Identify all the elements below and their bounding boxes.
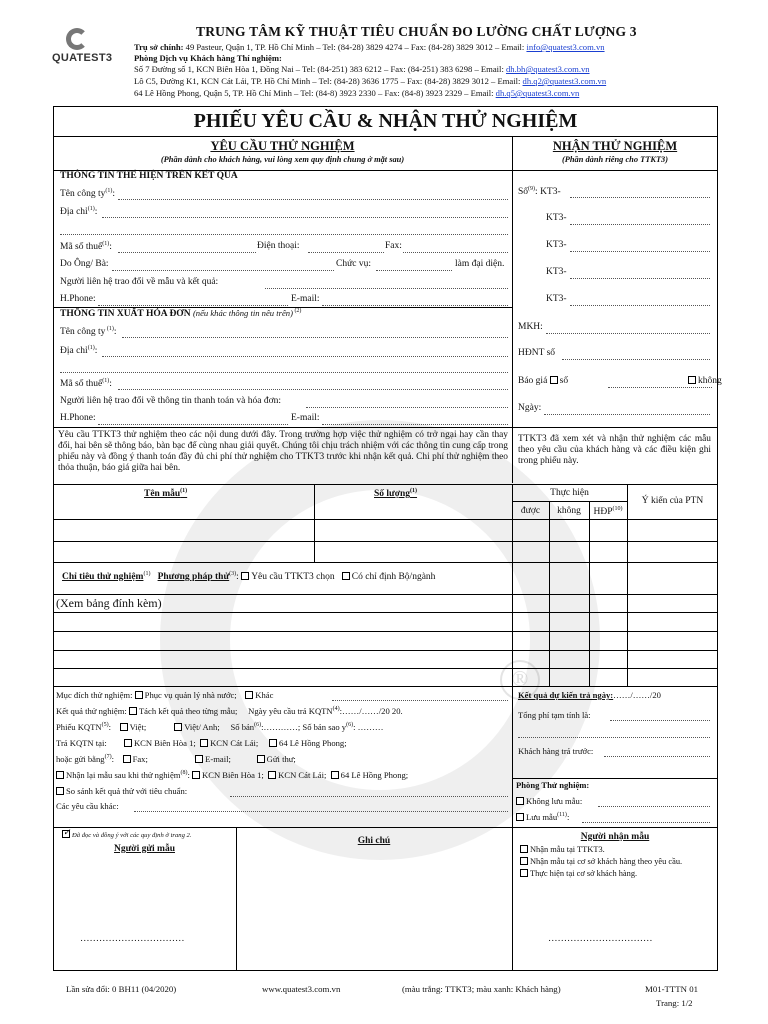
divider bbox=[53, 562, 718, 563]
return-catlai-checkbox[interactable] bbox=[200, 739, 208, 747]
hq-text: 49 Pasteur, Quận 1, TP. Hồ Chí Minh – Tel: (84-28) 3829 4274 – Fax: (84-28) 3829 3012 – Email: bbox=[183, 42, 527, 52]
report-language-row: Phiếu KQTN$^{(5)}$: Việt; Việt/ Anh; Số bản$^{(6)}$:…………; Số bản sao $y^{(6)}$: ……… bbox=[56, 722, 384, 732]
invoice-address-text: Địa chỉ bbox=[60, 346, 88, 357]
col-quantity: Số lượng$^{(1)}$ bbox=[374, 488, 418, 500]
mail-fax-text: Fax; bbox=[132, 754, 148, 764]
sample-return-text: Nhận lại mẫu sau khi thử nghiệm bbox=[66, 770, 181, 780]
receive-at-customer-checkbox[interactable] bbox=[520, 857, 528, 865]
result-fax-label: Fax: bbox=[385, 241, 402, 251]
right-section-subtitle: (Phần dành riêng cho TTKT3) bbox=[561, 155, 669, 164]
form-title: PHIẾU YÊU CẦU & NHẬN THỬ NGHIỆM bbox=[193, 110, 578, 132]
divider bbox=[53, 519, 718, 520]
divider bbox=[53, 612, 718, 613]
agree-terms-row bbox=[62, 830, 191, 839]
quote-no-checkbox[interactable] bbox=[688, 376, 696, 384]
notes-label: Ghi chú bbox=[357, 836, 391, 846]
return-lhp-text: 64 Lê Hồng Phong; bbox=[279, 738, 347, 748]
no-store-field[interactable] bbox=[598, 806, 710, 807]
result-info-heading: THÔNG TIN THỂ HIỆN TRÊN KẾT QUẢ bbox=[60, 171, 238, 181]
no-store-checkbox[interactable] bbox=[516, 797, 524, 805]
return-location-label: Trả KQTN tại: bbox=[56, 738, 107, 748]
customer-agreement-text: Yêu cầu TTKT3 thử nghiệm theo các nội dung dưới đây. Trong trường hợp việc thử nghiệm có trở ngại hay cần thay đổi, hai bên sẽ thông báo, bàn bạc để cùng nhau giải quyết. Chúng tôi chịu trách nhiệm với các thông tin cung cấp trong phiếu này và đồng ý thanh toán đầy đủ chi phí thử nghiệm cho TTKT3 trước khi nhận kết quả. Chi phí thử nghiệm theo thỏa thuận, báo giá giữa hai bên. bbox=[58, 430, 508, 473]
sample-return-bienhoa-checkbox[interactable] bbox=[192, 771, 200, 779]
receipt-quote-label: Báo giá bbox=[518, 376, 548, 386]
receipt-hdnt-label: HĐNT số bbox=[518, 348, 556, 358]
result-address-field[interactable] bbox=[102, 217, 508, 218]
col-no: không bbox=[557, 506, 581, 516]
divider bbox=[236, 827, 237, 971]
sample-return-lhp-checkbox[interactable] bbox=[331, 771, 339, 779]
fee-field[interactable] bbox=[610, 720, 710, 721]
lang-vi-en-text: Việt/ Anh; bbox=[184, 722, 220, 732]
lab-label: Phòng Thử nghiệm: bbox=[516, 780, 590, 790]
lang-vi-text: Việt; bbox=[129, 722, 147, 732]
result-position-field[interactable] bbox=[376, 270, 452, 271]
return-bienhoa-checkbox[interactable] bbox=[124, 739, 132, 747]
mail-email-checkbox[interactable] bbox=[195, 755, 203, 763]
store-text: Lưu mẫu bbox=[526, 812, 558, 822]
receipt-kt3-field-5[interactable] bbox=[570, 305, 710, 306]
invoice-contact-label: Người liên hệ trao đổi về thông tin thanh toán và hóa đơn: bbox=[60, 396, 281, 406]
invoice-company-field[interactable] bbox=[122, 337, 508, 338]
result-split-row: Kết quả thử nghiệm: Tách kết quả theo từng mẫu; Ngày yêu cầu trả KQTN$^{(4)}$:……/……/20 20. bbox=[56, 706, 403, 716]
expected-date-value[interactable]: ……/……/20 bbox=[613, 690, 661, 700]
store-checkbox[interactable] bbox=[516, 813, 524, 821]
receipt-mkh-label: MKH: bbox=[518, 322, 543, 332]
divider bbox=[512, 686, 513, 827]
receipt-so-text: Số bbox=[518, 187, 529, 198]
sample-return-catlai-checkbox[interactable] bbox=[268, 771, 276, 779]
invoice-tax-field[interactable] bbox=[118, 389, 508, 390]
result-tax-label: Mã số thuế$^{(1)}$: bbox=[60, 241, 112, 253]
purpose-state-checkbox[interactable] bbox=[135, 691, 143, 699]
divider bbox=[53, 541, 718, 542]
invoice-company-text: Tên công ty bbox=[60, 327, 106, 338]
result-contact-field[interactable] bbox=[265, 288, 508, 289]
invoice-hphone-field[interactable] bbox=[98, 424, 288, 425]
prepaid-field[interactable] bbox=[604, 756, 710, 757]
other-requests-label: Các yêu cầu khác: bbox=[56, 801, 119, 811]
result-address-field-2[interactable] bbox=[60, 234, 508, 235]
divider bbox=[53, 427, 718, 428]
date-request-value[interactable]: ……/……/20 20. bbox=[342, 706, 403, 716]
invoice-email-field[interactable] bbox=[322, 424, 508, 425]
prepaid-label: Khách hàng trả trước: bbox=[518, 746, 594, 756]
invoice-contact-field[interactable] bbox=[306, 407, 508, 408]
return-location-row bbox=[56, 738, 347, 748]
result-company-label: Tên công $ty^{(1)}$: bbox=[60, 188, 116, 200]
method-center-checkbox[interactable] bbox=[241, 572, 249, 580]
return-catlai-text: KCN Cát Lái; bbox=[210, 738, 259, 748]
purpose-row bbox=[56, 690, 273, 700]
logo-mark-icon bbox=[66, 28, 88, 50]
mail-email-text: E-mail; bbox=[205, 754, 231, 764]
result-company-field[interactable] bbox=[118, 199, 508, 200]
purpose-other-field[interactable] bbox=[332, 700, 508, 701]
result-tax-text: Mã số thuế bbox=[60, 242, 103, 253]
hq-line bbox=[134, 42, 605, 52]
receipt-kt3-label-3: KT3- bbox=[546, 240, 567, 250]
branch2-line bbox=[134, 76, 606, 86]
lang-vi-en-checkbox[interactable] bbox=[174, 723, 182, 731]
invoice-address-field-2[interactable] bbox=[60, 372, 508, 373]
receive-at-center-text: Nhận mẫu tại TTKT3. bbox=[530, 845, 605, 854]
result-phone-label: Điện thoại: bbox=[257, 241, 300, 251]
invoice-address-field[interactable] bbox=[102, 356, 508, 357]
invoice-info-note: (nếu khác thông tin nêu trên) bbox=[192, 308, 293, 319]
divider bbox=[512, 778, 718, 779]
divider bbox=[53, 631, 718, 632]
divider bbox=[53, 136, 718, 137]
attached-table-note: (Xem bảng đính kèm) bbox=[56, 596, 162, 610]
receipt-kt3-field-3[interactable] bbox=[570, 251, 710, 252]
mail-method-label: hoặc gửi bằng bbox=[56, 754, 105, 764]
receipt-date-field[interactable] bbox=[544, 414, 710, 415]
receipt-mkh-field[interactable] bbox=[546, 333, 710, 334]
col-yes: được bbox=[520, 506, 541, 516]
branch3-text: 64 Lê Hồng Phong, Quận 5, TP. Hồ Chí Minh – Tel: (84-8) 3923 2330 – Fax: (84-8) 3923 2329 – Email: bbox=[134, 88, 496, 98]
website-link[interactable]: www.quatest3.com.vn bbox=[262, 984, 341, 994]
standard-compare-row bbox=[56, 786, 187, 796]
receipt-date-label: Ngày: bbox=[518, 403, 542, 413]
receipt-quote-no bbox=[688, 376, 722, 386]
return-lhp-checkbox[interactable] bbox=[269, 739, 277, 747]
divider bbox=[53, 650, 718, 651]
col-perform: Thực hiện bbox=[550, 488, 589, 498]
result-contact-label: Người liên hệ trao đổi về mẫu và kết quả: bbox=[60, 277, 219, 287]
agree-terms-text: Đã đọc và đồng ý với các quy định ở trang 2. bbox=[72, 832, 192, 839]
col-sample-name-text: Tên mẫu bbox=[144, 489, 181, 500]
standard-compare-checkbox[interactable] bbox=[56, 787, 64, 795]
method-ministry-checkbox[interactable] bbox=[342, 572, 350, 580]
mail-post-text: Gửi thư; bbox=[266, 754, 296, 764]
result-fax-field[interactable] bbox=[403, 252, 508, 253]
divider bbox=[53, 594, 718, 595]
lang-vi-checkbox[interactable] bbox=[120, 723, 128, 731]
divider bbox=[512, 501, 627, 502]
fee-label: Tổng phí tạm tính là: bbox=[518, 710, 591, 720]
left-section-subtitle: (Phần dành cho khách hàng, vui lòng xem quy định chung ở mặt sau) bbox=[160, 155, 405, 164]
right-section-heading: NHẬN THỬ NGHIỆM bbox=[552, 139, 678, 153]
expected-date-label: Kết quả dự kiến trả ngày: bbox=[518, 690, 614, 700]
receipt-quote-field[interactable] bbox=[608, 387, 712, 388]
col-hdp-text: HĐP bbox=[593, 507, 613, 518]
result-split-label: Kết quả thử nghiệm: bbox=[56, 706, 127, 716]
invoice-hphone-label: H.Phone: bbox=[60, 413, 96, 423]
revision-text: Lần sửa đổi: 0 BH11 (04/2020) bbox=[66, 984, 177, 994]
branch3-line bbox=[134, 88, 579, 98]
invoice-tax-text: Mã số thuế bbox=[60, 379, 103, 390]
receipt-hdnt-field[interactable] bbox=[562, 359, 710, 360]
branch1-line bbox=[134, 64, 590, 74]
receive-at-center-checkbox[interactable] bbox=[520, 845, 528, 853]
hq-email-link[interactable]: info@quatest3.com.vn bbox=[526, 42, 605, 52]
store-field[interactable] bbox=[582, 822, 710, 823]
receipt-kt3-field-1[interactable] bbox=[570, 197, 710, 198]
receipt-kt3-prefix: KT3- bbox=[540, 187, 561, 198]
quote-yes-checkbox[interactable] bbox=[550, 376, 558, 384]
other-requests-field[interactable] bbox=[134, 811, 508, 812]
sample-return-catlai-text: KCN Cát Lái; bbox=[278, 770, 327, 780]
result-hphone-field[interactable] bbox=[98, 305, 288, 306]
report-label: Phiếu KQTN bbox=[56, 722, 102, 732]
col-hdp: HĐP$^{(10)}$ bbox=[593, 506, 623, 518]
receiver-signature-line[interactable]: …………………………… bbox=[548, 934, 653, 944]
result-address-label: Địa chỉ$^{(1)}$: bbox=[60, 206, 98, 218]
receipt-kt3-field-2[interactable] bbox=[570, 224, 710, 225]
standard-compare-text: So sánh kết quả thử với tiêu chuẩn: bbox=[66, 786, 188, 796]
center-agreement-text: TTKT3 đã xem xét và nhận thử nghiệm các mẫu theo yêu cầu của khách hàng và các điều kiện ghi trong phiếu này. bbox=[518, 434, 711, 466]
divider bbox=[512, 827, 513, 971]
service-dept: Phòng Dịch vụ Khách hàng Thí nghiệm: bbox=[134, 53, 282, 63]
receive-opt3 bbox=[520, 869, 637, 878]
receipt-quote-row bbox=[518, 376, 568, 386]
left-section-heading: YÊU CẦU THỬ NGHIỆM bbox=[210, 139, 355, 153]
mail-post-checkbox[interactable] bbox=[257, 755, 265, 763]
sample-return-checkbox[interactable] bbox=[56, 771, 64, 779]
receipt-kt3-label-2: KT3- bbox=[546, 213, 567, 223]
branch2-text: Lô C5, Đường K1, KCN Cát Lái, TP. Hồ Chí Minh – Tel: (84-28) 3636 1775 – Fax: (84-28) 3829 3012 – Email: bbox=[134, 76, 523, 86]
sender-label: Người gửi mẫu bbox=[114, 844, 175, 854]
invoice-info-heading-text: THÔNG TIN XUẤT HÓA ĐƠN bbox=[60, 309, 191, 320]
receipt-quote-no-text: không bbox=[698, 376, 722, 386]
no-store-row bbox=[516, 796, 582, 806]
branch2-email-link[interactable]: dh.q2@quatest3.com.vn bbox=[522, 76, 607, 86]
result-tax-field[interactable] bbox=[118, 252, 256, 253]
divider bbox=[53, 484, 718, 485]
registered-mark-icon: ® bbox=[500, 660, 540, 700]
criteria-method-row: Chỉ tiêu thử nghiệm$^{(1)}$ Phương pháp thử$^{(3)}$: Yêu cầu TTKT3 chọn Có chỉ định Bộ/ngành bbox=[62, 571, 436, 583]
divider bbox=[53, 827, 718, 828]
method-label: Phương pháp thử bbox=[157, 572, 230, 583]
receipt-quote-so: số bbox=[559, 376, 569, 386]
hq-label: Trụ sở chính: bbox=[134, 42, 184, 52]
receipt-kt3-label-5: KT3- bbox=[546, 294, 567, 304]
receive-opt1 bbox=[520, 845, 605, 854]
split-result-checkbox[interactable] bbox=[129, 707, 137, 715]
result-by-label: Do Ông/ Bà: bbox=[60, 259, 109, 269]
col-opinion: Ý kiến của PTN bbox=[641, 496, 704, 506]
result-email-field[interactable] bbox=[322, 305, 508, 306]
logo-text: QUATEST3 bbox=[52, 52, 113, 64]
copy-colors-note: (màu trắng: TTKT3; màu xanh: Khách hàng) bbox=[402, 984, 561, 994]
divider bbox=[53, 668, 718, 669]
receipt-kt3-label-4: KT3- bbox=[546, 267, 567, 277]
form-code: M01-TTTN 01 bbox=[645, 984, 699, 994]
branch1-email-link[interactable]: dh.bh@quatest3.com.vn bbox=[505, 64, 590, 74]
sample-return-lhp-text: 64 Lê Hồng Phong; bbox=[340, 770, 409, 780]
fee-field-2[interactable] bbox=[518, 737, 710, 738]
org-title: TRUNG TÂM KỸ THUẬT TIÊU CHUẨN ĐO LƯỜNG CHẤT LƯỢNG 3 bbox=[196, 24, 637, 39]
result-hphone-label: H.Phone: bbox=[60, 294, 96, 304]
result-phone-field[interactable] bbox=[308, 252, 384, 253]
perform-at-customer-checkbox[interactable] bbox=[520, 869, 528, 877]
purpose-other-checkbox[interactable] bbox=[245, 691, 253, 699]
copies-label: Số bản bbox=[230, 722, 255, 732]
purpose-state-text: Phục vụ quản lý nhà nước; bbox=[144, 690, 237, 700]
page-number: Trang: 1/2 bbox=[656, 998, 693, 1008]
mail-fax-checkbox[interactable] bbox=[123, 755, 131, 763]
mail-method-row: hoặc gửi bằng$^{(7)}$: Fax; E-mail; Gửi thư; bbox=[56, 754, 296, 764]
method-center-text: Yêu cầu TTKT3 chọn bbox=[251, 572, 335, 583]
sample-return-row: Nhận lại mẫu sau khi thử nghiệm$^{(8)}$: KCN Biên Hòa 1; KCN Cát Lái; 64 Lê Hồng Phong; bbox=[56, 770, 408, 780]
invoice-address-label: Địa chỉ$^{(1)}$: bbox=[60, 345, 98, 357]
branch3-email-link[interactable]: dh.q5@quatest3.com.vn bbox=[495, 88, 580, 98]
sample-return-bienhoa-text: KCN Biên Hòa 1; bbox=[202, 770, 264, 780]
store-row: Lưu mẫu$^{(11)}$: bbox=[516, 812, 569, 822]
invoice-tax-label: Mã số thuế$^{(1)}$: bbox=[60, 378, 112, 390]
result-company-text: Tên công ty bbox=[60, 189, 106, 200]
perform-at-customer-text: Thực hiện tại cơ sở khách hàng. bbox=[530, 869, 638, 878]
method-ministry-text: Có chỉ định Bộ/ngành bbox=[351, 572, 436, 583]
receipt-so-label: Số$^{(9)}$: KT3- bbox=[518, 186, 561, 198]
branch1-text: Số 7 Đường số 1, KCN Biên Hòa 1, Đồng Nai – Tel: (84-251) 383 6212 – Fax: (84-251) 383 6298 – Email: bbox=[134, 64, 506, 74]
purpose-other-text: Khác bbox=[255, 690, 274, 700]
result-email-label: E-mail: bbox=[291, 294, 320, 304]
receipt-kt3-field-4[interactable] bbox=[570, 278, 710, 279]
result-position-label: Chức vụ: bbox=[336, 259, 371, 269]
col-sample-name: Tên mẫu$^{(1)}$ bbox=[144, 488, 188, 500]
divider bbox=[627, 484, 628, 686]
expected-date-row bbox=[518, 690, 661, 700]
invoice-email-label: E-mail: bbox=[291, 413, 320, 423]
divider bbox=[53, 686, 718, 687]
result-rep-text: làm đại diện. bbox=[455, 259, 505, 269]
certified-copies-label: ; Số bản sao y bbox=[297, 722, 347, 732]
col-quantity-text: Số lượng bbox=[374, 489, 411, 500]
receiver-label: Người nhận mẫu bbox=[580, 832, 650, 842]
sender-signature-line[interactable]: …………………………… bbox=[80, 934, 185, 944]
invoice-info-heading: THÔNG TIN XUẤT HÓA ĐƠN (nếu khác thông tin nêu trên) $^{(2)}$ bbox=[60, 308, 302, 320]
agree-terms-checkbox[interactable] bbox=[62, 830, 70, 838]
divider bbox=[314, 484, 315, 562]
standard-compare-field[interactable] bbox=[230, 796, 508, 797]
purpose-label: Mục đích thử nghiệm: bbox=[56, 690, 133, 700]
return-bienhoa-text: KCN Biên Hòa 1; bbox=[133, 738, 196, 748]
date-request-label: Ngày yêu cầu trả KQTN bbox=[248, 706, 333, 716]
criteria-label: Chỉ tiêu thử nghiệm bbox=[62, 572, 144, 583]
receive-at-customer-text: Nhận mẫu tại cơ sở khách hàng theo yêu cầu. bbox=[530, 857, 683, 866]
receive-opt2 bbox=[520, 857, 682, 866]
result-by-field[interactable] bbox=[112, 270, 334, 271]
invoice-company-label: Tên công ty $^{(1)}$: bbox=[60, 326, 117, 338]
result-address-text: Địa chỉ bbox=[60, 207, 88, 218]
no-store-text: Không lưu mẫu: bbox=[526, 796, 583, 806]
divider bbox=[512, 136, 513, 483]
split-result-text: Tách kết quả theo từng mẫu; bbox=[138, 706, 238, 716]
